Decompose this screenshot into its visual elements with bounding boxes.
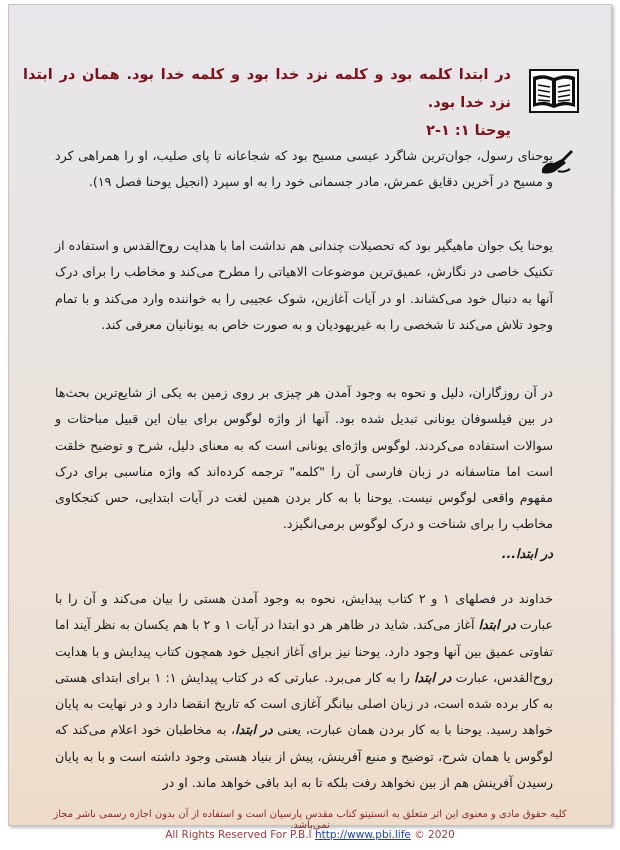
paragraph-4-text: خداوند در فصلهای ۱ و ۲ کتاب پیدایش، نحوه به وجود آمدن هستی را بیان می‌کند و آن را با عبارت xyxy=(55,591,553,633)
paragraph-1: یوحنای رسول، جوان‌ترین شاگرد عیسی مسیح بود که شجاعانه تا پای صلیب، او را همراهی کرد و مسیح در آخرین دقایق عمرش، مادر جسمانی خود را به او سپرد (انجیل یوحنا فصل ۱۹). xyxy=(55,148,553,190)
paragraph-2: یوحنا یک جوان ماهیگیر بود که تحصیلات چندانی هم نداشت اما با هدایت روح‌القدس و استفاده از تکنیک خاصی در نگارش، عمیق‌ترین موضوعات الاهیاتی را مطرح می‌کند و مخاطب را برای درک آنها به دنبال خود می‌کشاند. او در آیات آغازین، شوک عجیبی را به خواننده وارد می‌کند و با تمام وجود تلاش می‌کند تا شخصی را به غیریهودیان و به صورت خاص به یونانیان معرفی کند. xyxy=(55,238,553,332)
emphasis-phrase: در ابتدا xyxy=(235,722,273,738)
paragraph-4-text: را به کار می‌برد. عبارتی که در کتاب پیدایش ۱: ۱ برای ابتدای هستی به کار برده شده است، در زبان اصلی بیانگر آغازی است که تاریخ انقضا دارد و در نهایت به پایان خواهد رسید. یوحنا با به کار بردن همان عبارت، یعنی xyxy=(55,669,553,738)
emphasis-phrase: در ابتدا xyxy=(414,669,452,685)
paragraph-4-text: ، به مخاطبان خود اعلام می‌کند که لوگوس یا همان شرح، توضیح و منبع آفرینش، پیش از بنیاد هستی وجود داشته است و با به پایان رسیدن آفرینش هم از بین نخواهد رفت بلکه تا به ابد باقی خواهد ماند. او در xyxy=(55,722,553,791)
rights-text: All Rights Reserved For P.B.I xyxy=(165,829,312,841)
open-book-icon xyxy=(529,69,579,113)
verse-title xyxy=(23,61,511,145)
copyright-year: © 2020 xyxy=(414,829,455,841)
verse-text: در ابتدا کلمه بود و کلمه نزد خدا بود و کلمه خدا بود. همان در ابتدا نزد خدا بود. xyxy=(23,67,511,111)
document-page xyxy=(8,4,612,831)
subheading: در ابتدا... xyxy=(501,546,553,561)
paragraph-4-text: آغاز می‌کند. شاید در ظاهر هر دو ابتدا در آیات ۱ و ۲ با هم یکسان به نظر آیند اما تفاوتی عمیق بین آنها وجود دارد. یوحنا نیز برای آغاز انجیل خود همچون کتاب پیدایش و با هدایت روح‌القدس، عبارت xyxy=(55,617,553,685)
verse-reference: یوحنا ۱: ۱-۲ xyxy=(426,123,511,139)
copyright-line xyxy=(0,829,620,841)
paragraph-4 xyxy=(55,586,553,796)
website-link[interactable]: http://www.pbi.life xyxy=(314,829,411,841)
copyright-note: کلیه حقوق مادی و معنوی این اثر متعلق به انستیتو کتاب مقدس پارسیان است و استفاده از آن بدون اجازه رسمی ناشر مجاز نمی‌باشد. xyxy=(53,809,567,831)
paragraph-3: در آن روزگاران، دلیل و نحوه به وجود آمدن هر چیزی بر روی زمین به یکی از شایع‌ترین بحث‌ها در بین فیلسوفان یونانی تبدیل شده بود. آنها از واژه لوگوس برای بیان این قبیل مباحثات و سوالات استفاده می‌کردند. لوگوس واژه‌ای یونانی است که به معنای دلیل، شرح و توضیح خلقت است اما متاسفانه در زبان فارسی آن را "کلمه" ترجمه کرده‌اند که واژه مناسبی برای درک مفهوم واقعی لوگوس نیست. یوحنا با به کار بردن همین لغت در آیات ابتدایی، حس کنجکاوی مخاطب را برای شناخت و درک لوگوس برمی‌انگیزد. xyxy=(55,385,553,532)
emphasis-phrase: در ابتدا xyxy=(478,617,516,633)
